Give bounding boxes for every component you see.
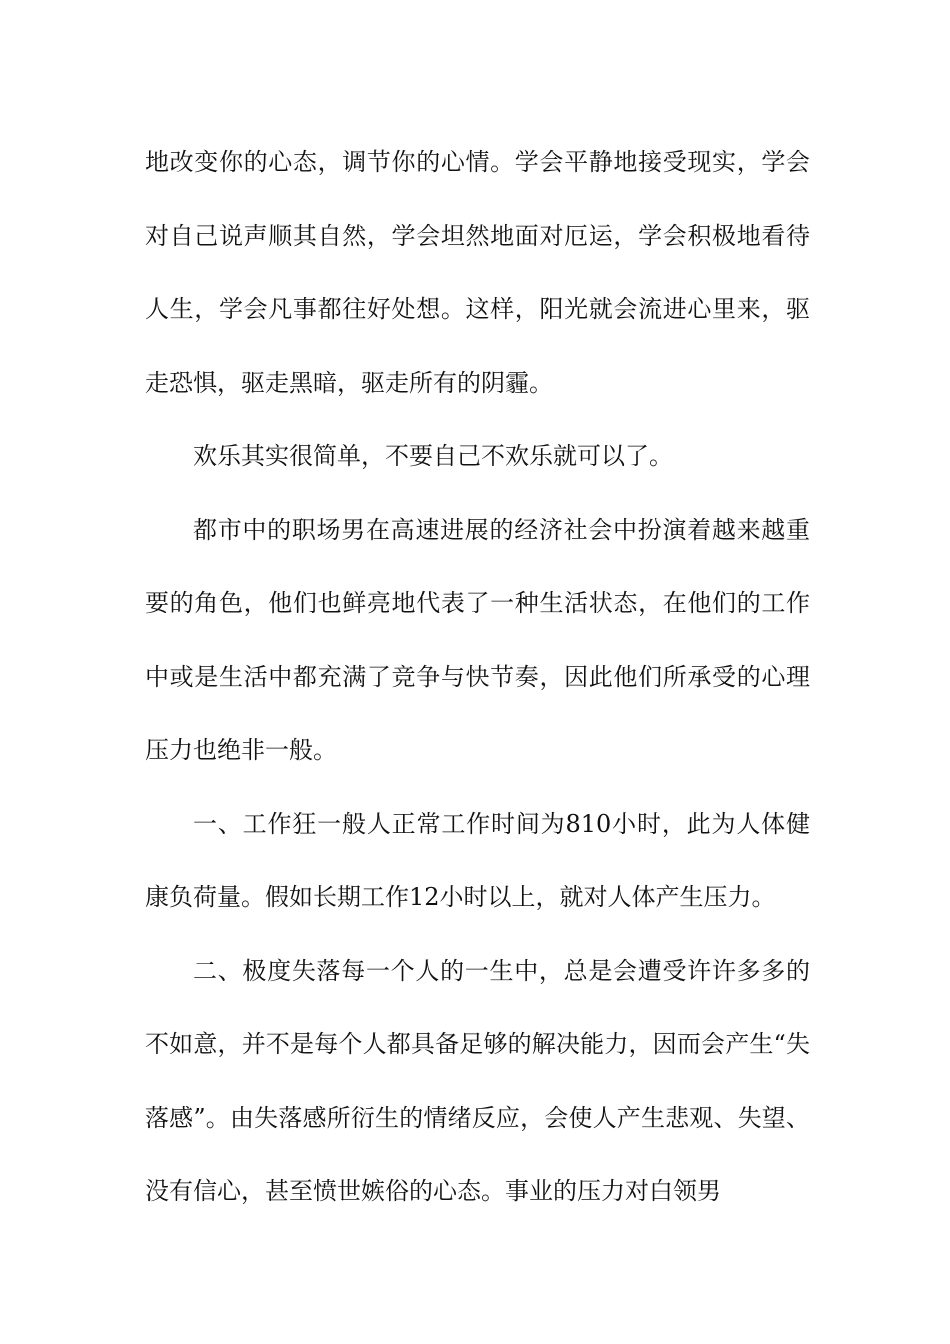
paragraph-urban-men: 都市中的职场男在高速进展的经济社会中扮演着越来越重要的角色，他们也鲜亮地代表了一种生活状态，在他们的工作中或是生活中都充满了竞争与快节奏，因此他们所承受的心理压力也绝非一般。 — [145, 515, 810, 764]
paragraph-happiness: 欢乐其实很简单，不要自己不欢乐就可以了。 — [193, 442, 673, 470]
document-body — [145, 126, 810, 1229]
paragraph-continued: 地改变你的心态，调节你的心情。学会平静地接受现实，学会对自己说声顺其自然，学会坦然地面对厄运，学会积极地看待人生，学会凡事都往好处想。这样，阳光就会流进心里来，驱走恐惧，驱走黑暗，驱走所有的阴霾。 — [145, 148, 810, 397]
paragraph-workaholic: 一、工作狂一般人正常工作时间为810小时，此为人体健康负荷量。假如长期工作12小时以上，就对人体产生压力。 — [145, 809, 810, 911]
paragraph-frustration: 二、极度失落每一个人的一生中，总是会遭受许许多多的不如意，并不是每个人都具备足够的解决能力，因而会产生“失落感”。由失落感所衍生的情绪反应，会使人产生悲观、失望、没有信心，甚至愤世嫉俗的心态。事业的压力对白领男 — [145, 956, 810, 1205]
